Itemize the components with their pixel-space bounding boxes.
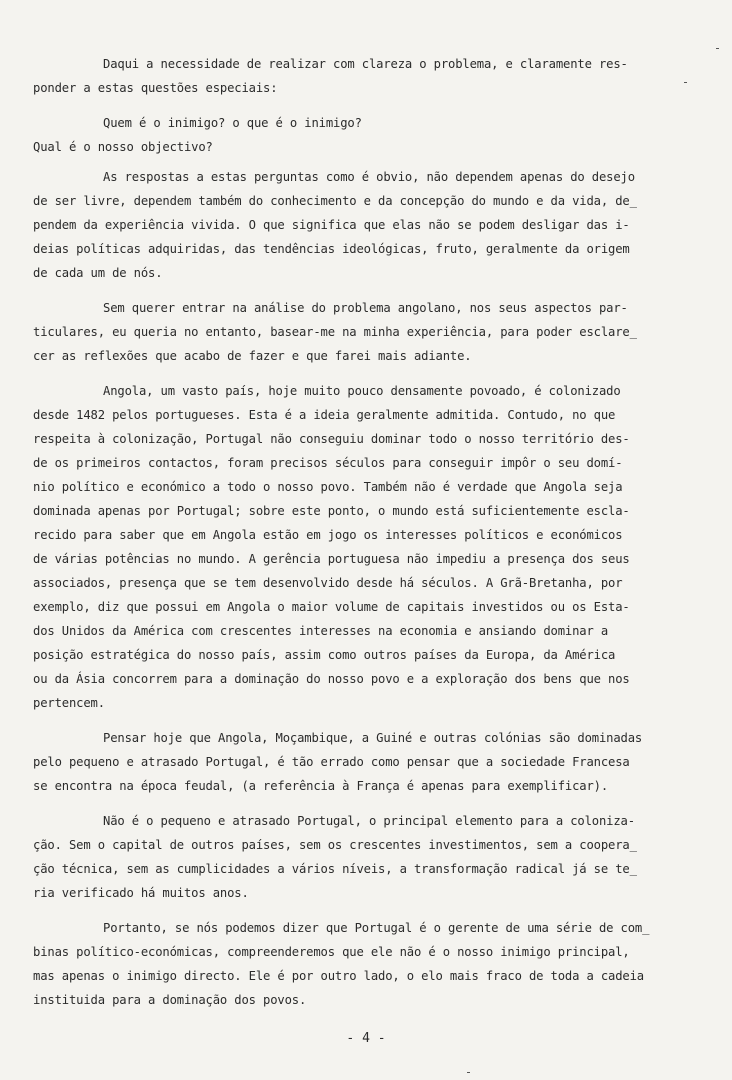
text-line: se encontra na época feudal, (a referência à França é apenas para exemplificar). [33,779,608,793]
text-line: Angola, um vasto país, hoje muito pouco densamente povoado, é colonizado [103,384,621,398]
text-line: dominada apenas por Portugal; sobre este ponto, o mundo está suficientemente escla- [33,504,630,518]
text-line: Sem querer entrar na análise do problema angolano, nos seus aspectos par- [103,301,628,315]
text-line: Portanto, se nós podemos dizer que Portugal é o gerente de uma série de com_ [103,921,650,935]
text-line: mas apenas o inimigo directo. Ele é por outro lado, o elo mais fraco de toda a cadeia [33,969,644,983]
paragraph-gap [33,368,685,379]
text-line: ponder a estas questões especiais: [33,81,278,95]
text-line: deias políticas adquiridas, das tendências ideológicas, fruto, geralmente da origem [33,242,630,256]
text-line: exemplo, diz que possui em Angola o maior volume de capitais investidos ou os Esta- [33,600,630,614]
paragraph-gap [33,285,685,296]
text-line: de ser livre, dependem também do conhecimento e da concepção do mundo e da vida, de_ [33,194,637,208]
scan-speck [467,1072,470,1073]
text-line: recido para saber que em Angola estão em jogo os interesses políticos e económicos [33,528,623,542]
paragraph-gap [33,100,685,111]
text-line: Não é o pequeno e atrasado Portugal, o principal elemento para a coloniza- [103,814,635,828]
scan-speck [684,82,687,83]
paragraph-gap [33,798,685,809]
paragraph-gap [33,715,685,726]
text-line: Qual é o nosso objectivo? [33,140,213,154]
text-line: Daqui a necessidade de realizar com clareza o problema, e claramente res- [103,57,628,71]
text-line: cer as reflexões que acabo de fazer e que farei mais adiante. [33,349,472,363]
text-line: ria verificado há muitos anos. [33,886,249,900]
paragraph [33,296,685,368]
paragraph [33,916,685,1012]
text-line: posição estratégica do nosso país, assim como outros países da Europa, da América [33,648,616,662]
text-line: de os primeiros contactos, foram precisos séculos para conseguir impôr o seu domí- [33,456,623,470]
text-line: associados, presença que se tem desenvolvido desde há séculos. A Grã-Bretanha, por [33,576,623,590]
text-line: instituida para a dominação dos povos. [33,993,307,1007]
text-line: de várias potências no mundo. A gerência portuguesa não impediu a presença dos seus [33,552,630,566]
text-line: de cada um de nós. [33,266,163,280]
text-line: pendem da experiência vivida. O que significa que elas não se podem desligar das i- [33,218,630,232]
text-line: ou da Ásia concorrem para a dominação do nosso povo e a exploração dos bens que nos [33,672,630,686]
text-line: ção. Sem o capital de outros países, sem os crescentes investimentos, sem a coopera_ [33,838,637,852]
text-line: binas político-económicas, compreenderemos que ele não é o nosso inimigo principal, [33,945,630,959]
paragraph-gap [33,905,685,916]
text-line: ção técnica, sem as cumplicidades a vários níveis, a transformação radical já se te_ [33,862,637,876]
text-line: Quem é o inimigo? o que é o inimigo? [103,116,362,130]
paragraph [33,52,685,100]
paragraph [33,165,685,285]
scan-speck [716,48,719,49]
text-line: ticulares, eu queria no entanto, basear-me na minha experiência, para poder esclare_ [33,325,637,339]
text-line: dos Unidos da América com crescentes interesses na economia e ansiando dominar a [33,624,608,638]
paragraph [33,809,685,905]
text-line: pelo pequeno e atrasado Portugal, é tão errado como pensar que a sociedade Francesa [33,755,630,769]
text-line: Pensar hoje que Angola, Moçambique, a Guiné e outras colónias são dominadas [103,731,643,745]
text-line: pertencem. [33,696,105,710]
text-line: As respostas a estas perguntas como é obvio, não dependem apenas do desejo [103,170,635,184]
text-line: respeita à colonização, Portugal não conseguiu dominar todo o nosso território des- [33,432,630,446]
text-line: nio político e económico a todo o nosso povo. Também não é verdade que Angola seja [33,480,623,494]
page-number: - 4 - [346,1031,386,1046]
document-body [33,52,685,1012]
text-line: desde 1482 pelos portugueses. Esta é a ideia geralmente admitida. Contudo, no que [33,408,616,422]
paragraph [33,111,685,159]
paragraph [33,726,685,798]
paragraph [33,379,685,715]
